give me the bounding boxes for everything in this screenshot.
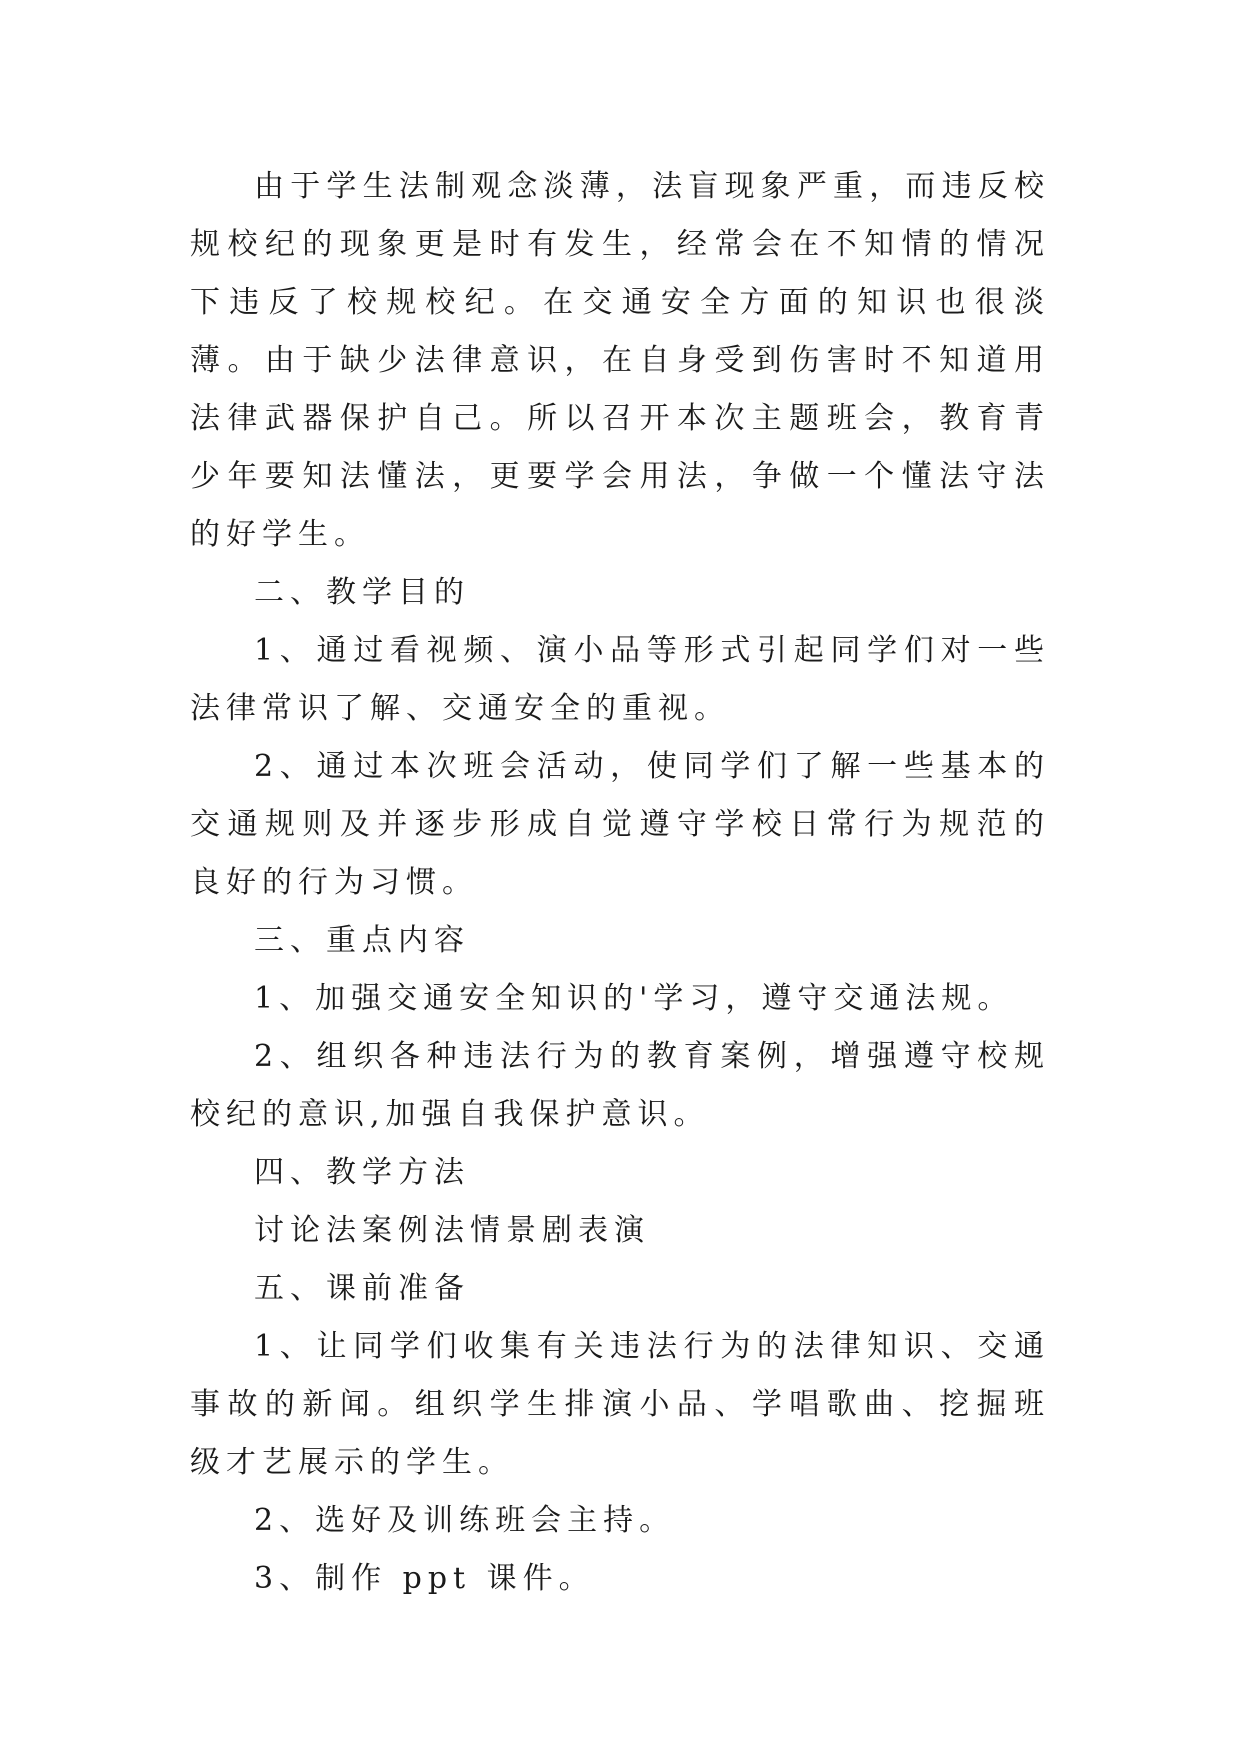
paragraph-goal-1: 1、通过看视频、演小品等形式引起同学们对一些法律常识了解、交通安全的重视。 xyxy=(190,633,1050,726)
paragraph-key-2: 2、组织各种违法行为的教育案例，增强遵守校规校纪的意识,加强自我保护意识。 xyxy=(190,1039,1050,1132)
heading-preparation: 五、课前准备 xyxy=(254,1271,470,1306)
heading-teaching-goals: 二、教学目的 xyxy=(254,575,470,610)
paragraph-prep-3: 3、制作 ppt 课件。 xyxy=(254,1561,595,1596)
paragraph-prep-1: 1、让同学们收集有关违法行为的法律知识、交通事故的新闻。组织学生排演小品、学唱歌曲、挖掘班级才艺展示的学生。 xyxy=(190,1329,1050,1480)
paragraph-intro: 由于学生法制观念淡薄，法盲现象严重，而违反校规校纪的现象更是时有发生，经常会在不知情的情况下违反了校规校纪。在交通安全方面的知识也很淡薄。由于缺少法律意识，在自身受到伤害时不知道用法律武器保护自己。所以召开本次主题班会，教育青少年要知法懂法，更要学会用法，争做一个懂法守法的好学生。 xyxy=(190,169,1050,552)
heading-key-content: 三、重点内容 xyxy=(254,923,470,958)
paragraph-prep-2: 2、选好及训练班会主持。 xyxy=(254,1503,676,1538)
heading-teaching-methods: 四、教学方法 xyxy=(254,1155,470,1190)
document-body xyxy=(190,158,1050,1608)
paragraph-methods: 讨论法案例法情景剧表演 xyxy=(254,1213,650,1248)
paragraph-goal-2: 2、通过本次班会活动，使同学们了解一些基本的交通规则及并逐步形成自觉遵守学校日常行为规范的良好的行为习惯。 xyxy=(190,749,1050,900)
paragraph-key-1: 1、加强交通安全知识的'学习，遵守交通法规。 xyxy=(254,981,1014,1016)
